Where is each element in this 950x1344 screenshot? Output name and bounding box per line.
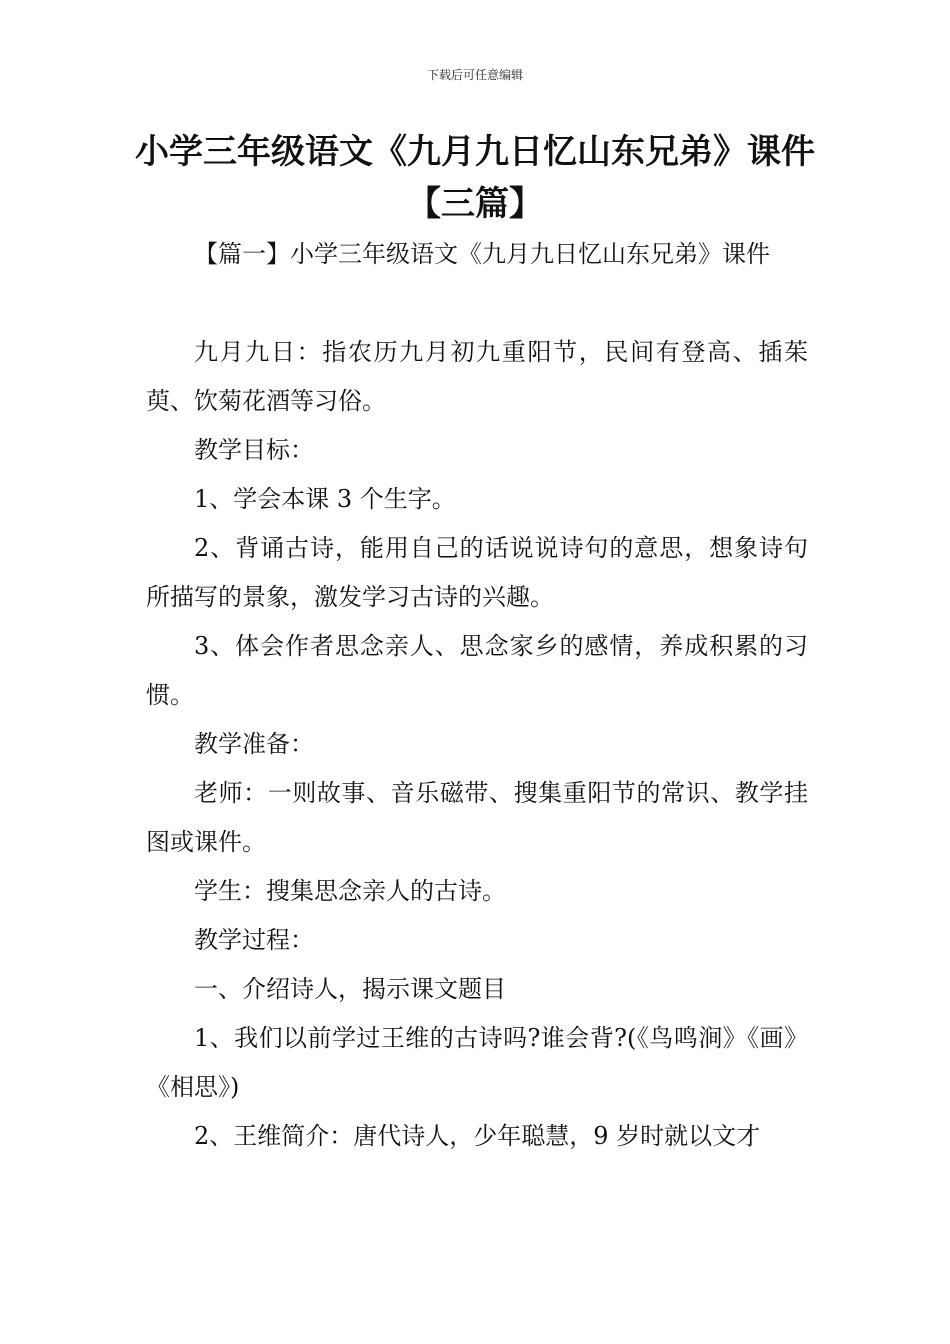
paragraph: 1、学会本课 3 个生字。 <box>194 485 456 513</box>
header-note: 下载后可任意编辑 <box>426 68 523 82</box>
blank-line <box>146 279 808 328</box>
paragraph: 老师：一则故事、音乐磁带、搜集重阳节的常识、教学挂图或课件。 <box>146 779 808 856</box>
paragraph: 2、背诵古诗，能用自己的话说说诗句的意思，想象诗句所描写的景象，激发学习古诗的兴趣。 <box>146 534 808 611</box>
document-title: 小学三年级语文《九月九日忆山东兄弟》课件【三篇】 <box>135 132 815 224</box>
paragraph: 九月九日：指农历九月初九重阳节，民间有登高、插茱萸、饮菊花酒等习俗。 <box>146 338 808 415</box>
section-heading: 【篇一】小学三年级语文《九月九日忆山东兄弟》课件 <box>194 240 770 268</box>
paragraph: 一、介绍诗人，揭示课文题目 <box>194 975 506 1003</box>
document-body <box>146 230 808 1161</box>
paragraph: 学生：搜集思念亲人的古诗。 <box>194 877 506 905</box>
paragraph: 教学目标： <box>194 436 314 464</box>
paragraph: 3、体会作者思念亲人、思念家乡的感情，养成积累的习惯。 <box>146 632 808 709</box>
paragraph: 1、我们以前学过王维的古诗吗?谁会背?(《鸟鸣涧》《画》《相思》) <box>146 1024 808 1101</box>
paragraph: 教学过程： <box>194 926 314 954</box>
paragraph: 教学准备： <box>194 730 314 758</box>
paragraph: 2、王维简介：唐代诗人，少年聪慧，9 岁时就以文才 <box>194 1122 761 1150</box>
